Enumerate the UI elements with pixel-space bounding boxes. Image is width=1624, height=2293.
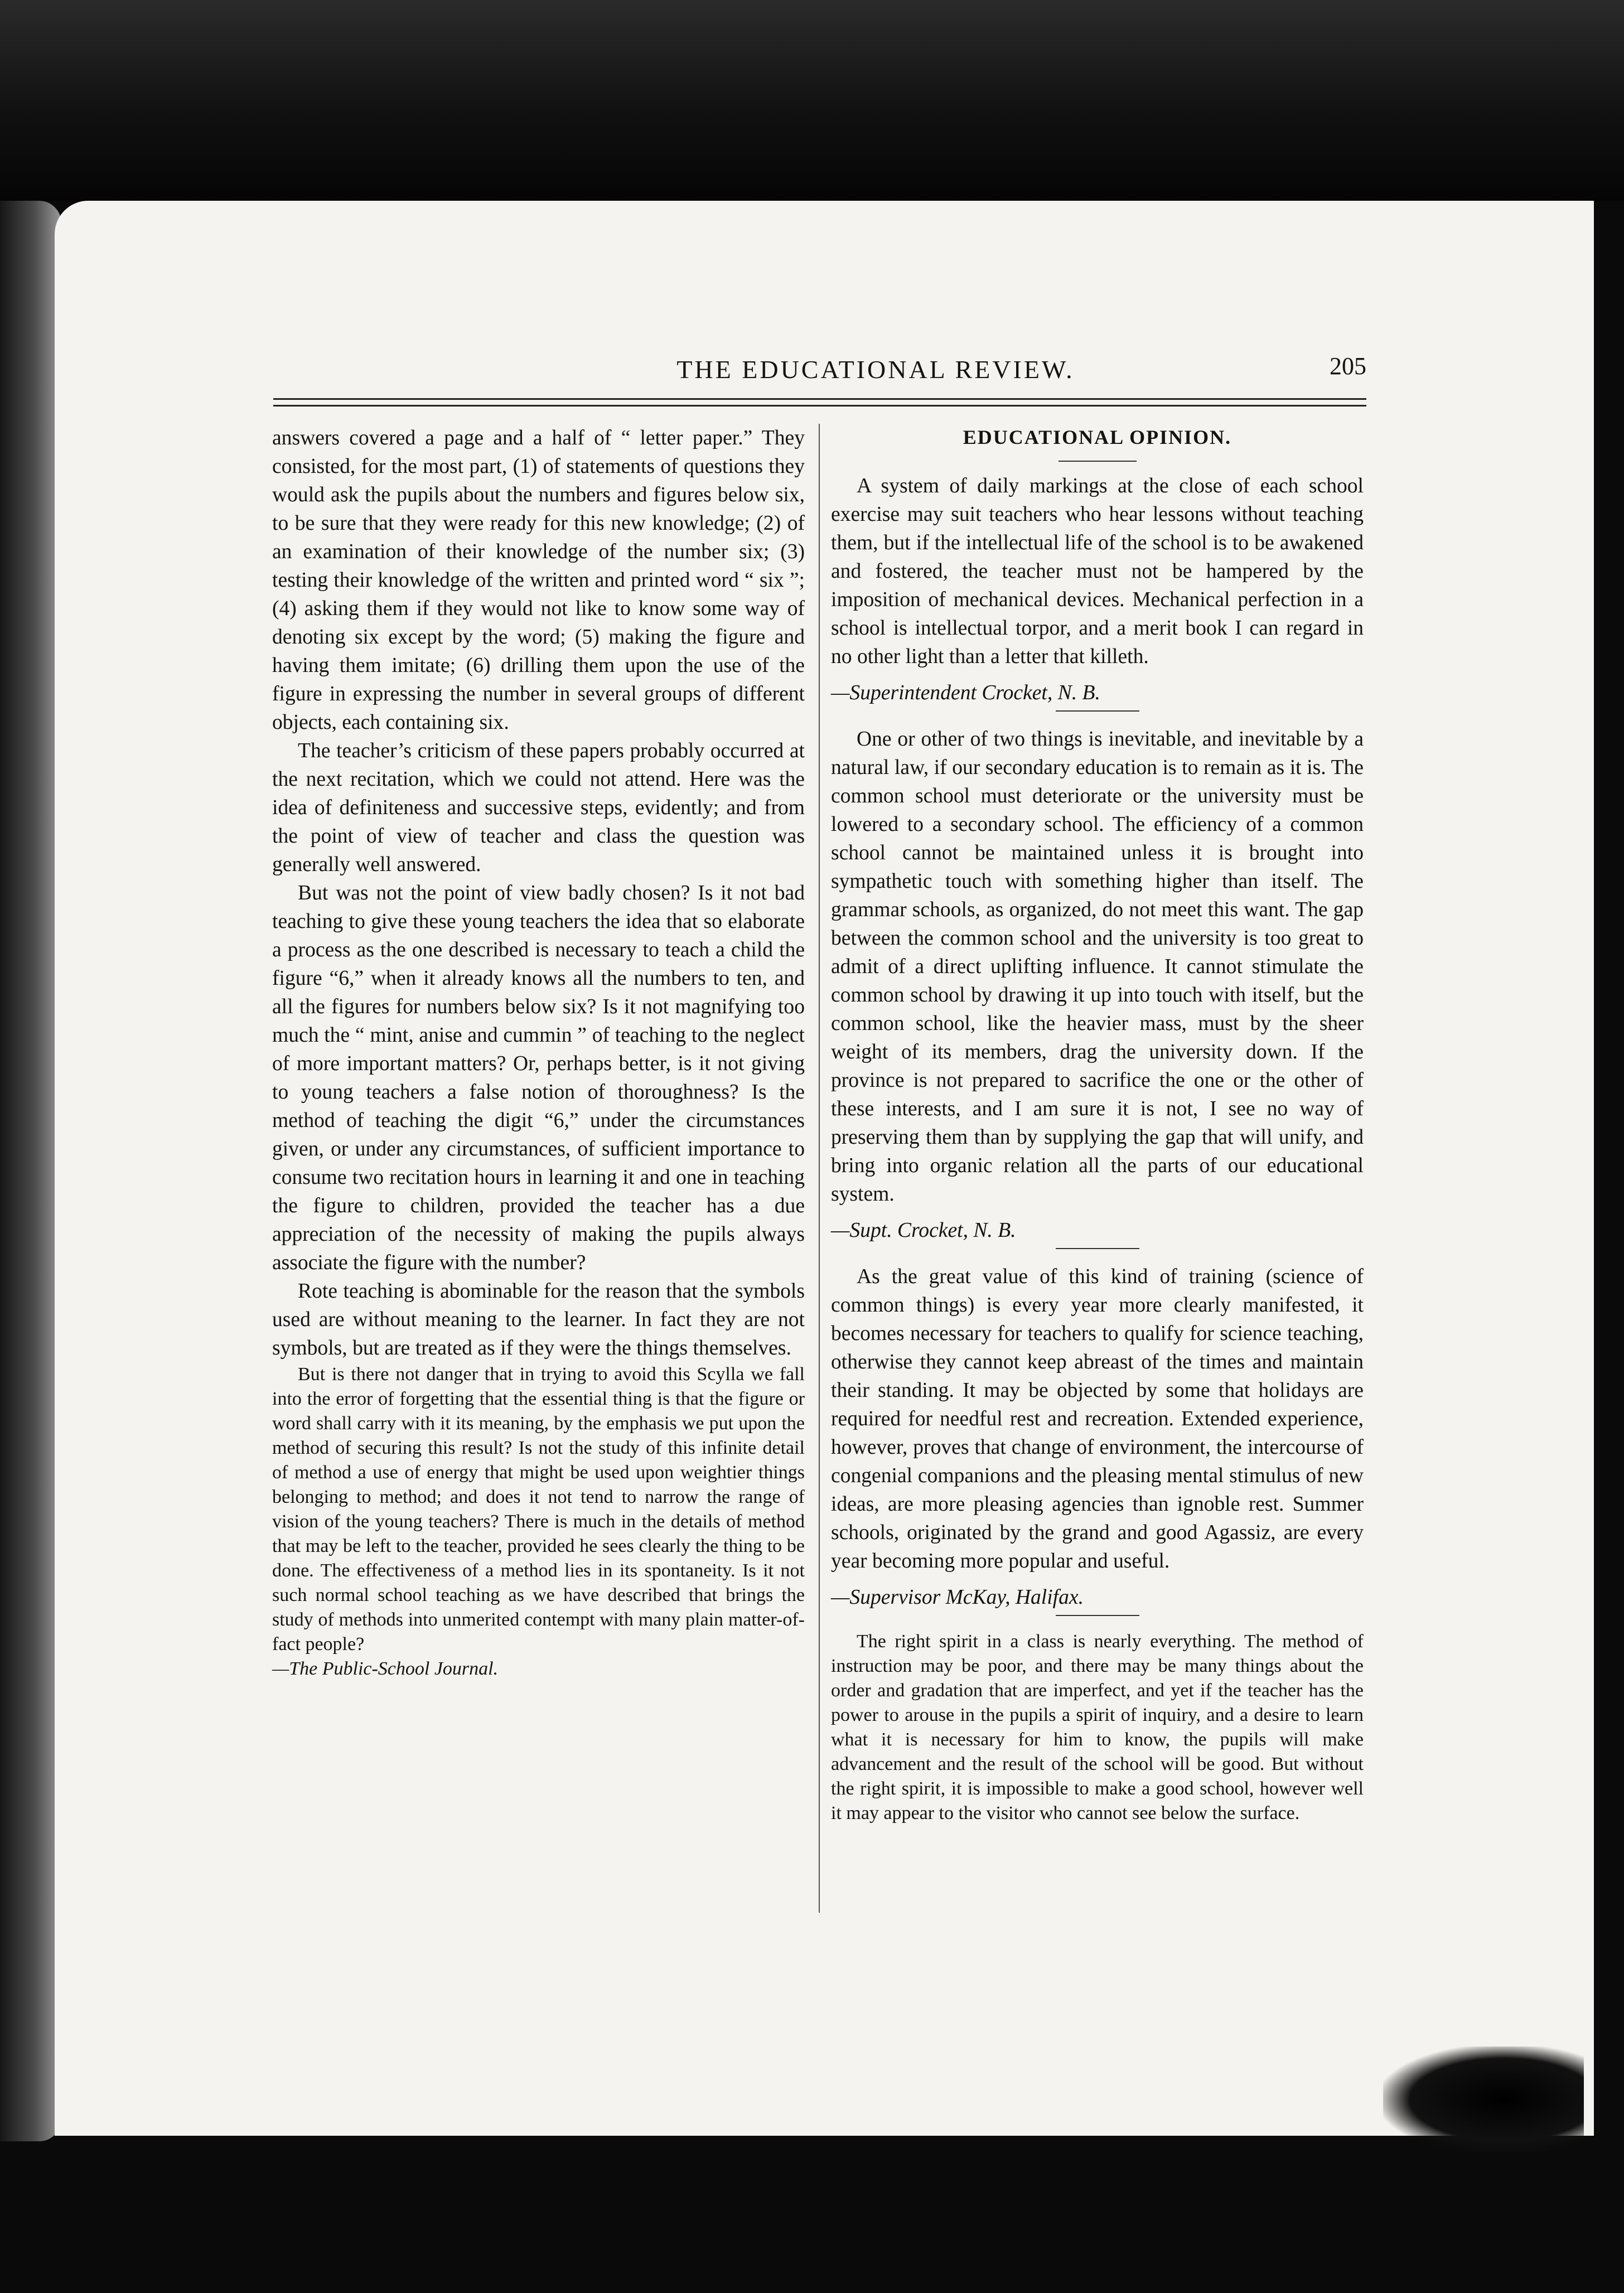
opinion-source: —Supt. Crocket, N. B. — [831, 1219, 1016, 1242]
left-column — [272, 424, 805, 1681]
page-number: 205 — [1330, 352, 1366, 380]
opinion-text: A system of daily markings at the close of each school exercise may suit teachers who hear lessons without teaching them, but if the intellectual life of the school is to be awakened and fostered, the teacher must not be hampered by the imposition of mechanical devices. Mechanical perfection in a school is intellectual torpor, and a merit book I can regard in no other light than a letter that killeth. — [831, 475, 1364, 668]
left-paragraph: But was not the point of view badly chosen? Is it not bad teaching to give these young teachers the idea that so elaborate a process as the one described is necessary to teach a child the figure “6,” when it already knows all the numbers to ten, and all the figures for numbers below six? Is it not magnifying too much the “ mint, anise and cummin ” of teaching to the neglect of more important matters? Or, perhaps better, is it not giving to young teachers a false notion of thoroughness? Is the method of teaching the digit “6,” under the circumstances given, or under any circumstances, of sufficient importance to consume two recitation hours in learning it and one in teaching the figure to children, provided the teacher has a due appreciation of the necessity of making the pupils always associate the figure with the number? — [272, 882, 805, 1274]
microfilm-top-border — [0, 0, 1624, 201]
separator-rule — [1056, 1248, 1139, 1249]
left-paragraph: The teacher’s criticism of these papers probably occurred at the next recitation, which we could not attend. Here was the idea of definiteness and successive steps, evidently; and from the point of view of teacher and class the question was generally well answered. — [272, 739, 805, 876]
journal-title: THE EDUCATIONAL REVIEW. — [676, 355, 1075, 384]
opinion-source: —Superintendent Crocket, N. B. — [831, 681, 1100, 704]
opinion-source: —Supervisor McKay, Halifax. — [831, 1586, 1084, 1609]
page-binding-curl — [0, 201, 61, 2141]
header-rule-bottom — [273, 405, 1366, 407]
running-head — [273, 350, 1366, 389]
section-heading: EDUCATIONAL OPINION. — [963, 426, 1232, 448]
opinion-text: One or other of two things is inevitable, and inevitable by a natural law, if our secondary education is to remain as it is. The common school must deteriorate or the university must be lowered to a secondary school. The efficiency of a common school cannot be maintained unless it is brought into sympathetic touch with something higher than itself. The grammar schools, as organized, do not meet this want. The gap between the common school and the university is too great to admit of a direct uplifting influence. It cannot stimulate the common school by drawing it up into touch with itself, but the common school, like the heavier mass, must by the sheer weight of its members, drag the university down. If the province is not prepared to sacrifice the one or the other of these interests, and I am sure it is not, I see no way of preserving them than by supplying the gap that will unify, and bring into organic relation all the parts of our educational system. — [831, 728, 1364, 1206]
opinion-text: The right spirit in a class is nearly everything. The method of instruction may be poor, and there may be many things about the order and gradation that are imperfect, and yet if the teacher has the power to arouse in the pupils a spirit of inquiry, and a desire to learn what it is necessary for him to know, the pupils will make advancement and the result of the school will be good. But without the right spirit, it is impossible to make a good school, however well it may appear to the visitor who cannot see below the surface. — [831, 1631, 1364, 1823]
left-paragraph: Rote teaching is abominable for the reason that the symbols used are without meaning to the learner. In fact they are not symbols, but are treated as if they were the things themselves. — [272, 1280, 805, 1360]
left-paragraph: answers covered a page and a half of “ letter paper.” They consisted, for the most part, (1) of statements of questions they would ask the pupils about the numbers and figures below six, to be sure that they were ready for this new knowledge; (2) of an examination of their knowledge of the number six; (3) testing their knowledge of the written and printed word “ six ”; (4) asking them if they would not like to know some way of denoting six except by the word; (5) making the figure and having them imitate; (6) drilling them upon the use of the figure in expressing the number in several groups of different objects, each containing six. — [272, 427, 805, 734]
left-paragraph: But is there not danger that in trying to avoid this Scylla we fall into the error of forgetting that the essential thing is that the figure or word shall carry with it its meaning, by the emphasis we put upon the method of securing this result? Is not the study of this infinite detail of method a use of energy that might be used upon weightier things belonging to method; and does it not tend to narrow the range of vision of the young teachers? There is much in the details of method that may be left to the teacher, provided he sees clearly the thing to be done. The effectiveness of a method lies in its spontaneity. Is it not such normal school teaching as we have described that brings the study of methods into unmerited contempt with many plain matter-of-fact people? — [272, 1364, 805, 1655]
separator-rule — [1056, 710, 1139, 712]
opinion-text: As the great value of this kind of training (science of common things) is every year more clearly manifested, it becomes necessary for teachers to qualify for science teaching, otherwise they cannot keep abreast of the times and maintain their standing. It may be objected by some that holidays are required for needful rest and recreation. Extended experience, however, proves that change of environment, the intercourse of congenial companions and the pleasing mental stimulus of new ideas, are more pleasing agencies than ignoble rest. Summer schools, originated by the grand and good Agassiz, are every year becoming more popular and useful. — [831, 1265, 1364, 1573]
right-column — [831, 424, 1364, 1834]
heading-rule — [1058, 461, 1137, 462]
scan-shadow — [1383, 2047, 1584, 2152]
header-rule-top — [273, 398, 1366, 400]
separator-rule — [1056, 1615, 1139, 1616]
left-closing-source: —The Public-School Journal. — [272, 1658, 499, 1679]
column-divider — [819, 424, 820, 1913]
